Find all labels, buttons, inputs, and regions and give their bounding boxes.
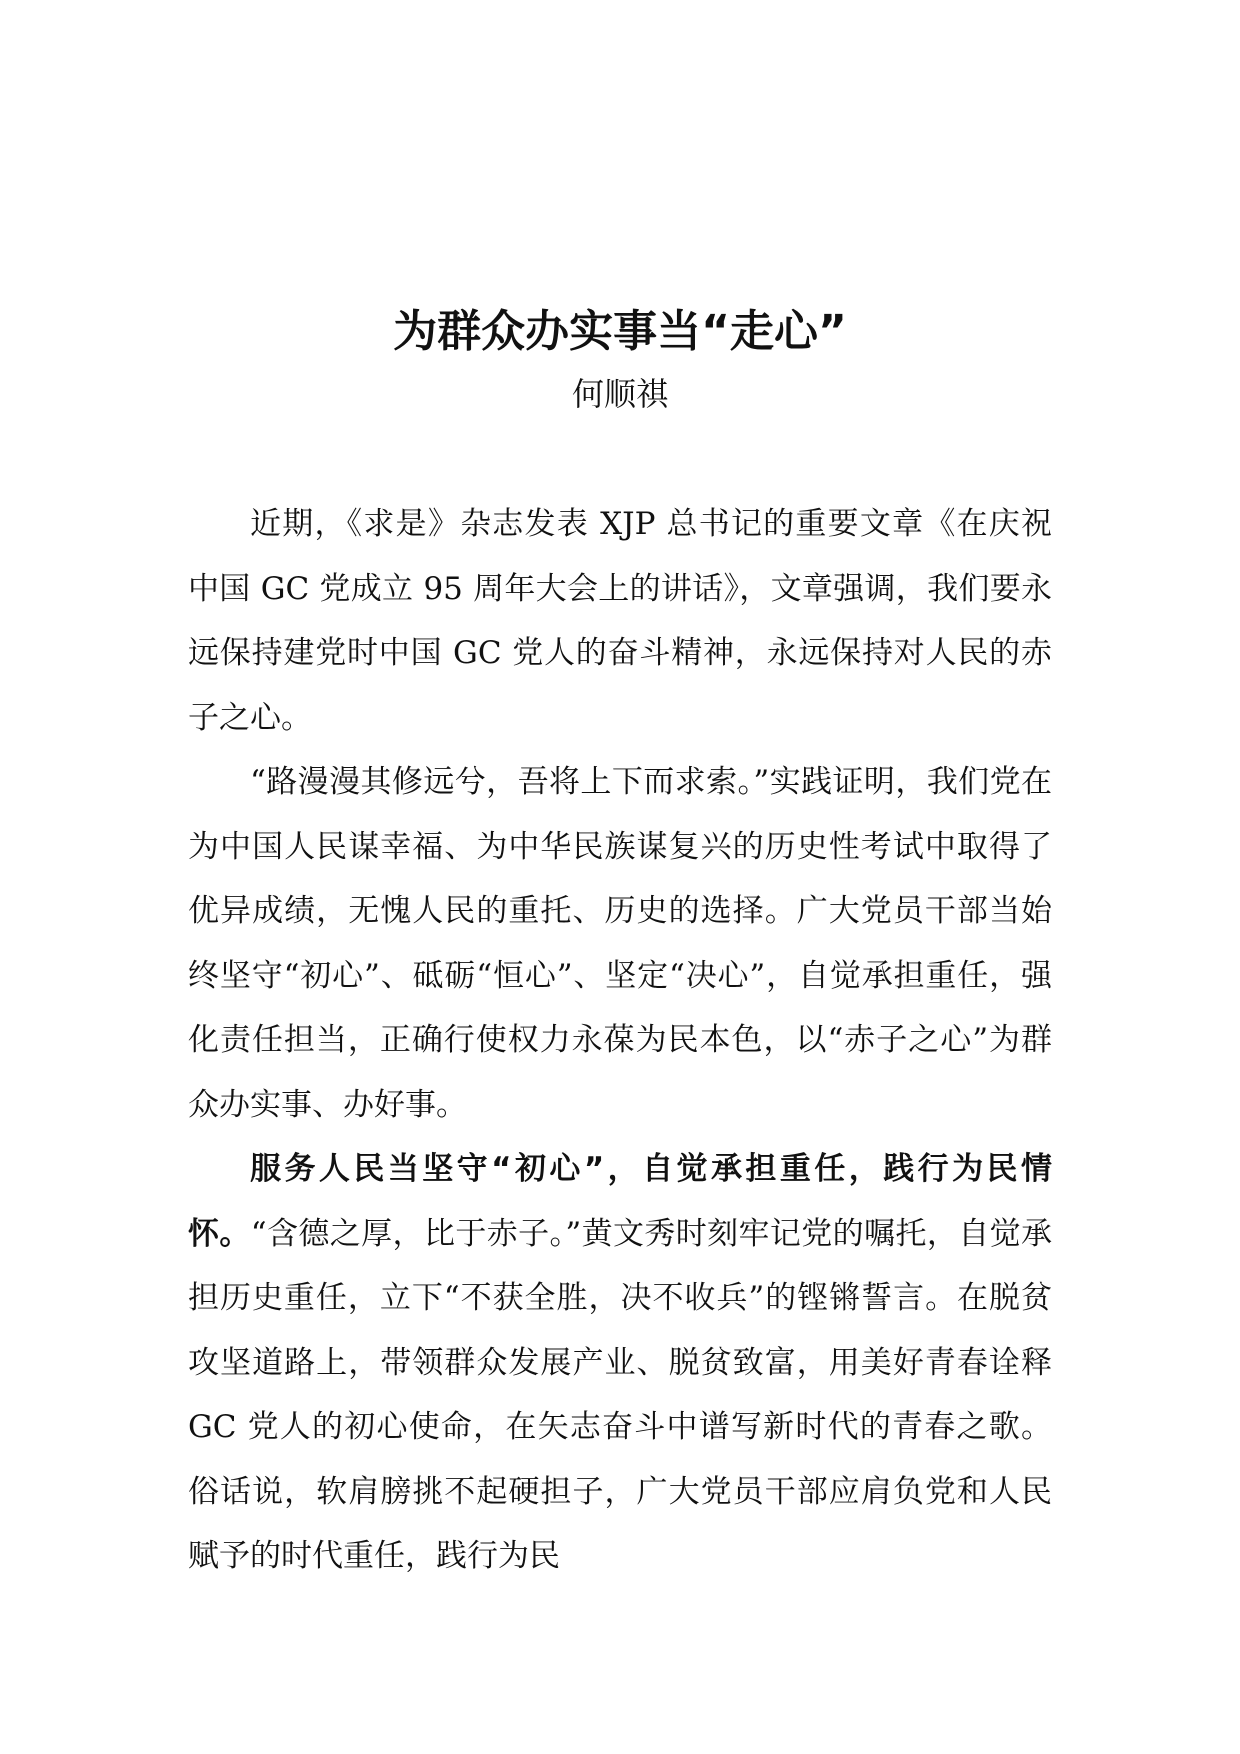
- paragraph: [188, 1137, 1052, 1589]
- paragraph: [188, 750, 1052, 1137]
- paragraph: [188, 492, 1052, 750]
- paragraph-text: “含德之厚，比于赤子。”黄文秀时刻牢记党的嘱托，自觉承担历史重任，立下“不获全胜，决不收兵”的铿锵誓言。在脱贫攻坚道路上，带领群众发展产业、脱贫致富，用美好青春诠释 GC 党人的初心使命，在矢志奋斗中谱写新时代的青春之歌。俗话说，软肩膀挑不起硬担子，广大党员干部应肩负党和人民赋予的时代重任，践行为民: [188, 1215, 1053, 1574]
- paragraph-lead-heading: 服务人民当坚守“初心”，自觉承担重任，践行为民情怀。: [188, 1151, 1052, 1252]
- article-author: 何顺祺: [571, 375, 668, 413]
- paragraph-text: 近期，《求是》杂志发表 XJP 总书记的重要文章《在庆祝中国 GC 党成立 95 周年大会上的讲话》，文章强调，我们要永远保持建党时中国 GC 党人的奋斗精神，永远保持对人民的赤子之心。: [188, 506, 1052, 736]
- paragraph-text: “路漫漫其修远兮，吾将上下而求索。”实践证明，我们党在为中国人民谋幸福、为中华民族谋复兴的历史性考试中取得了优异成绩，无愧人民的重托、历史的选择。广大党员干部当始终坚守“初心”、砥砺“恒心”、坚定“决心”，自觉承担重任，强化责任担当，正确行使权力永葆为民本色，以“赤子之心”为群众办实事、办好事。: [188, 764, 1052, 1123]
- article-body: [188, 492, 1052, 1589]
- article-title: 为群众办实事当“走心”: [393, 306, 847, 357]
